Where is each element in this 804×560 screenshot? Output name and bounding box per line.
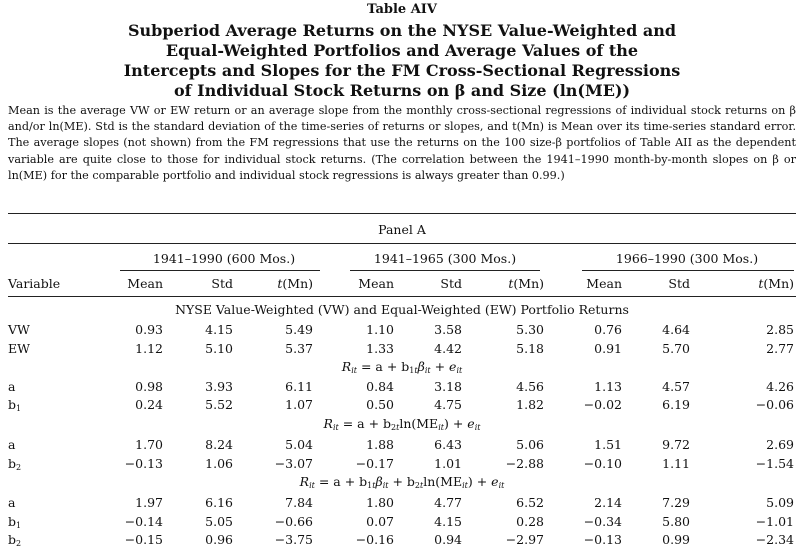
equation-size: $R_{it} = a + b_{2t}\ln(ME_{it}) + e_{it}$	[323, 416, 481, 432]
table-cell: 5.37	[285, 341, 313, 356]
title-line-4: of Individual Stock Returns on β and Size (ln(ME))	[173, 81, 631, 100]
col-header-6: t(Mn)	[508, 276, 544, 291]
row-label: VW	[8, 322, 30, 337]
table-cell: 5.09	[766, 495, 794, 510]
period-rule-2	[350, 270, 540, 271]
table-cell: 1.06	[205, 456, 233, 471]
table-cell: 2.69	[766, 437, 794, 452]
period-header-3: 1966–1990 (300 Mos.)	[615, 251, 759, 266]
table-cell: 0.84	[366, 379, 394, 394]
table-cell: 4.42	[434, 341, 462, 356]
row-label: a	[8, 495, 16, 510]
period-header-1: 1941–1990 (600 Mos.)	[152, 251, 296, 266]
table-cell: 7.29	[662, 495, 690, 510]
table-cell: 0.76	[594, 322, 622, 337]
title-line-2: Equal-Weighted Portfolios and Average Values of the	[165, 41, 639, 60]
table-cell: 4.56	[516, 379, 544, 394]
table-cell: 3.93	[205, 379, 233, 394]
table-cell: 5.06	[516, 437, 544, 452]
table-title	[0, 21, 804, 101]
table-cell: 1.70	[135, 437, 163, 452]
table-cell: 0.98	[135, 379, 163, 394]
table-cell: 2.14	[594, 495, 622, 510]
period-rule-3	[582, 270, 794, 271]
col-header-9: t(Mn)	[758, 276, 794, 291]
col-header-5: Std	[440, 276, 462, 291]
table-cell: 6.52	[516, 495, 544, 510]
top-rule	[8, 213, 796, 214]
table-cell: 1.13	[594, 379, 622, 394]
panel-title: Panel A	[378, 222, 426, 237]
col-header-8: Std	[668, 276, 690, 291]
table-cell: 3.58	[434, 322, 462, 337]
table-cell: 2.85	[766, 322, 794, 337]
table-cell: 9.72	[662, 437, 690, 452]
table-cell: 6.43	[434, 437, 462, 452]
col-header-2: Std	[211, 276, 233, 291]
table-caption: Mean is the average VW or EW return or an average slope from the monthly cross-sectional regressions of individual stock returns on β and/or ln(ME). Std is the standard deviation of the time-series of returns or slopes, and t(Mn) is Mean over its time-series standard error. The average slopes (not shown) from the FM regressions that use the returns on the 100 size-β portfolios of Table AII as the dependent variable are quite close to those for individual stock returns. (The correlation between the 1941–1990 month-by-month slopes on β or ln(ME) for the comparable portfolio and individual stock regressions is always greater than 0.99.)	[8, 104, 796, 182]
col-header-1: Mean	[127, 276, 163, 291]
equation-beta: $R_{it} = a + b_{1t}\beta_{it} + e_{it}$	[341, 359, 463, 375]
table-cell: 0.91	[594, 341, 622, 356]
table-cell: 4.57	[662, 379, 690, 394]
table-cell: 0.07	[366, 514, 394, 529]
row-label: $b_2$	[8, 456, 22, 472]
table-cell: 2.77	[766, 341, 794, 356]
table-cell: 1.01	[434, 456, 462, 471]
table-cell: 5.05	[205, 514, 233, 529]
table-cell: −2.34	[755, 532, 794, 547]
table-cell: −0.16	[355, 532, 394, 547]
title-line-1: Subperiod Average Returns on the NYSE Value-Weighted and	[127, 21, 677, 40]
table-cell: 6.16	[205, 495, 233, 510]
col-header-4: Mean	[358, 276, 394, 291]
table-cell: 5.70	[662, 341, 690, 356]
table-cell: 4.15	[434, 514, 462, 529]
table-cell: −1.54	[755, 456, 794, 471]
table-cell: 1.12	[135, 341, 163, 356]
table-cell: 1.11	[662, 456, 690, 471]
table-cell: −0.34	[583, 514, 622, 529]
title-line-3: Intercepts and Slopes for the FM Cross-Sectional Regressions	[123, 61, 681, 80]
col-header-7: Mean	[586, 276, 622, 291]
table-cell: 1.88	[366, 437, 394, 452]
table-cell: 1.97	[135, 495, 163, 510]
row-label: $b_1$	[8, 514, 22, 530]
table-cell: 4.26	[766, 379, 794, 394]
table-cell: −0.06	[755, 397, 794, 412]
table-cell: 0.96	[205, 532, 233, 547]
table-cell: 1.80	[366, 495, 394, 510]
table-cell: 4.77	[434, 495, 462, 510]
table-cell: 8.24	[205, 437, 233, 452]
table-cell: 4.64	[662, 322, 690, 337]
table-cell: −0.17	[355, 456, 394, 471]
header-rule	[8, 296, 796, 297]
table-cell: −2.97	[505, 532, 544, 547]
row-label: a	[8, 379, 16, 394]
table-cell: 5.04	[285, 437, 313, 452]
table-label: Table AIV	[367, 2, 437, 17]
row-label: a	[8, 437, 16, 452]
table-cell: −0.66	[274, 514, 313, 529]
table-cell: −3.07	[274, 456, 313, 471]
table-cell: −0.13	[583, 532, 622, 547]
table-cell: −2.88	[505, 456, 544, 471]
table-cell: 6.19	[662, 397, 690, 412]
table-cell: 6.11	[285, 379, 313, 394]
table-cell: 5.30	[516, 322, 544, 337]
row-label: $b_2$	[8, 532, 22, 548]
table-cell: 5.80	[662, 514, 690, 529]
section-portfolio-returns: NYSE Value-Weighted (VW) and Equal-Weighted (EW) Portfolio Returns	[175, 302, 629, 317]
equation-beta-size: $R_{it} = a + b_{1t}\beta_{it} + b_{2t}\ln(ME_{it}) + e_{it}$	[299, 474, 505, 490]
table-cell: 1.51	[594, 437, 622, 452]
table-cell: 7.84	[285, 495, 313, 510]
table-cell: 0.24	[135, 397, 163, 412]
table-cell: −1.01	[755, 514, 794, 529]
row-label: $b_1$	[8, 397, 22, 413]
table-cell: 5.49	[285, 322, 313, 337]
table-cell: −0.10	[583, 456, 622, 471]
table-cell: −0.02	[583, 397, 622, 412]
table-cell: 5.18	[516, 341, 544, 356]
table-cell: 1.33	[366, 341, 394, 356]
table-cell: 4.75	[434, 397, 462, 412]
table-cell: −0.14	[124, 514, 163, 529]
period-header-2: 1941–1965 (300 Mos.)	[373, 251, 517, 266]
table-cell: 0.50	[366, 397, 394, 412]
table-cell: −0.15	[124, 532, 163, 547]
table-cell: 1.82	[516, 397, 544, 412]
col-variable: Variable	[8, 276, 61, 291]
table-cell: 0.28	[516, 514, 544, 529]
period-rule-1	[120, 270, 320, 271]
table-cell: 0.93	[135, 322, 163, 337]
table-cell: 5.52	[205, 397, 233, 412]
table-cell: 3.18	[434, 379, 462, 394]
panel-rule	[8, 243, 796, 244]
table-cell: 1.07	[285, 397, 313, 412]
table-cell: 5.10	[205, 341, 233, 356]
table-cell: −3.75	[274, 532, 313, 547]
table-cell: 4.15	[205, 322, 233, 337]
table-cell: 1.10	[366, 322, 394, 337]
table-cell: 0.99	[662, 532, 690, 547]
col-header-3: t(Mn)	[277, 276, 313, 291]
table-cell: −0.13	[124, 456, 163, 471]
row-label: EW	[8, 341, 30, 356]
table-cell: 0.94	[434, 532, 462, 547]
